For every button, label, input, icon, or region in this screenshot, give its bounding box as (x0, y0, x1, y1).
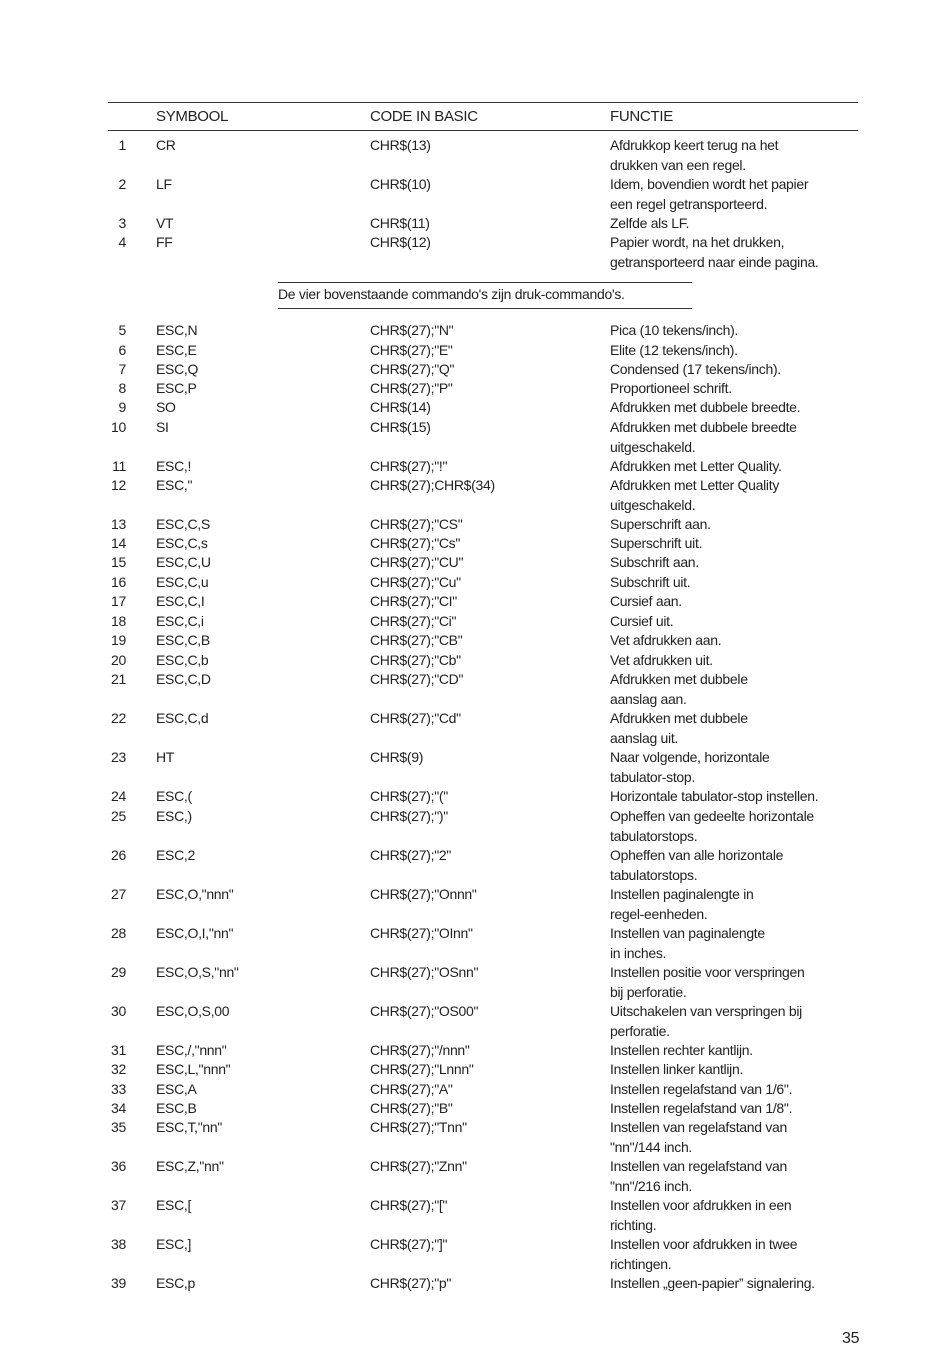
row-number: 25 (111, 808, 126, 824)
row-function-line: Proportioneel schrift. (610, 380, 732, 396)
row-basic-code: CHR$(27);"P" (370, 380, 453, 396)
row-symbol: ESC,Z,"nn" (156, 1158, 224, 1174)
row-symbol: ESC,O,I,"nn" (156, 925, 234, 941)
row-function-line: Instellen linker kantlijn. (610, 1061, 744, 1077)
row-number: 15 (111, 554, 126, 570)
row-number: 14 (111, 535, 126, 551)
row-number: 11 (112, 458, 126, 474)
row-function-line: Afdrukken met Letter Quality (610, 477, 780, 493)
row-symbol: ESC,/,"nnn" (156, 1042, 227, 1058)
row-basic-code: CHR$(27);"CD" (370, 671, 464, 687)
row-symbol: ESC,) (156, 808, 192, 824)
row-basic-code: CHR$(14) (370, 399, 431, 415)
row-basic-code: CHR$(27);"CS" (370, 516, 463, 532)
header-bottom-rule (108, 130, 858, 131)
row-number: 37 (111, 1197, 126, 1213)
row-function-line: Afdrukken met dubbele (610, 710, 748, 726)
row-function-line: Naar volgende, horizontale (610, 749, 770, 765)
row-basic-code: CHR$(27);"CU" (370, 554, 464, 570)
note-bottom-rule (278, 308, 692, 309)
row-function-line: Opheffen van gedeelte horizontale (610, 808, 814, 824)
row-function-line: "nn"/144 inch. (610, 1138, 693, 1155)
row-function-line: tabulator-stop. (610, 768, 695, 785)
row-number: 16 (111, 574, 126, 590)
row-number: 1 (118, 137, 126, 153)
row-symbol: ESC,O,"nnn" (156, 886, 234, 902)
row-basic-code: CHR$(27);"(" (370, 788, 448, 804)
page-number: 35 (842, 1330, 860, 1347)
row-basic-code: CHR$(15) (370, 419, 431, 435)
row-number: 6 (118, 342, 126, 358)
row-function-line: Instellen regelafstand van 1/6". (610, 1081, 793, 1097)
row-number: 12 (111, 477, 126, 493)
row-basic-code: CHR$(27);"Q" (370, 361, 455, 377)
row-number: 22 (111, 710, 126, 726)
row-number: 20 (111, 652, 126, 668)
row-basic-code: CHR$(27);"CB" (370, 632, 463, 648)
row-function-line: Subschrift aan. (610, 554, 699, 570)
row-function-line: Afdrukkop keert terug na het (610, 137, 779, 153)
row-function-line: Instellen voor afdrukken in twee (610, 1236, 798, 1252)
row-number: 35 (111, 1119, 126, 1135)
row-number: 38 (111, 1236, 126, 1252)
row-function-line: Instellen van regelafstand van (610, 1158, 788, 1174)
row-function-line: Pica (10 tekens/inch). (610, 322, 739, 338)
row-number: 5 (118, 322, 126, 338)
row-function-line: aanslag aan. (610, 690, 687, 707)
row-number: 8 (118, 380, 126, 396)
row-basic-code: CHR$(11) (370, 215, 430, 231)
row-basic-code: CHR$(27);"A" (370, 1081, 453, 1097)
row-number: 34 (111, 1100, 126, 1116)
column-header-symbol: SYMBOOL (156, 108, 229, 125)
row-basic-code: CHR$(27);"Onnn" (370, 886, 477, 902)
row-symbol: CR (156, 137, 176, 153)
row-symbol: ESC,O,S,00 (156, 1003, 230, 1019)
row-number: 13 (111, 516, 126, 532)
row-function-line: Vet afdrukken uit. (610, 652, 713, 668)
row-function-line: Superschrift uit. (610, 535, 703, 551)
row-function-line: Cursief aan. (610, 593, 682, 609)
row-symbol: SO (156, 399, 176, 415)
row-function-line: Horizontale tabulator-stop instellen. (610, 788, 819, 804)
print-commands-note: De vier bovenstaande commando's zijn druk-commando's. (278, 286, 625, 302)
row-number: 39 (111, 1275, 126, 1291)
row-symbol: ESC,2 (156, 847, 195, 863)
row-symbol: ESC,C,d (156, 710, 209, 726)
row-symbol: ESC,] (156, 1236, 192, 1252)
row-function-line: in inches. (610, 944, 667, 961)
column-header-function: FUNCTIE (610, 108, 673, 125)
row-number: 9 (118, 399, 126, 415)
row-symbol: LF (156, 176, 172, 192)
row-symbol: ESC,C,D (156, 671, 211, 687)
row-function-line: Afdrukken met Letter Quality. (610, 458, 782, 474)
row-symbol: ESC,C,s (156, 535, 208, 551)
row-basic-code: CHR$(27);"CI" (370, 593, 457, 609)
row-basic-code: CHR$(27);")" (370, 808, 448, 824)
row-number: 7 (118, 361, 126, 377)
row-symbol: VT (156, 215, 174, 231)
row-symbol: ESC,P (156, 380, 197, 396)
row-basic-code: CHR$(27);"/nnn" (370, 1042, 470, 1058)
row-basic-code: CHR$(27);"2" (370, 847, 452, 863)
row-function-line: uitgeschakeld. (610, 496, 696, 513)
row-function-line: Papier wordt, na het drukken, (610, 234, 785, 250)
row-basic-code: CHR$(27);"N" (370, 322, 454, 338)
row-basic-code: CHR$(27);"Cb" (370, 652, 461, 668)
row-symbol: ESC,( (156, 788, 192, 804)
row-function-line: perforatie. (610, 1022, 670, 1039)
row-basic-code: CHR$(27);CHR$(34) (370, 477, 495, 493)
row-basic-code: CHR$(27);"E" (370, 342, 453, 358)
row-number: 33 (111, 1081, 126, 1097)
row-function-line: Instellen van paginalengte (610, 925, 765, 941)
row-function-line: Opheffen van alle horizontale (610, 847, 784, 863)
row-function-line: Elite (12 tekens/inch). (610, 342, 738, 358)
row-function-line: richting. (610, 1216, 657, 1233)
row-basic-code: CHR$(27);"Znn" (370, 1158, 467, 1174)
row-basic-code: CHR$(27);"Ci" (370, 613, 457, 629)
row-basic-code: CHR$(13) (370, 137, 431, 153)
note-top-rule (278, 282, 692, 283)
row-number: 21 (111, 671, 126, 687)
row-function-line: regel-eenheden. (610, 905, 708, 922)
row-function-line: Uitschakelen van verspringen bij (610, 1003, 802, 1019)
row-function-line: Vet afdrukken aan. (610, 632, 722, 648)
row-symbol: ESC,! (156, 458, 192, 474)
row-basic-code: CHR$(27);"Cd" (370, 710, 461, 726)
row-basic-code: CHR$(27);"B" (370, 1100, 453, 1116)
row-symbol: ESC,B (156, 1100, 197, 1116)
row-function-line: Superschrift aan. (610, 516, 711, 532)
row-function-line: Afdrukken met dubbele breedte. (610, 399, 801, 415)
row-function-line: getransporteerd naar einde pagina. (610, 253, 819, 270)
row-function-line: Instellen positie voor verspringen (610, 964, 805, 980)
row-function-line: drukken van een regel. (610, 156, 746, 173)
row-symbol: ESC,O,S,"nn" (156, 964, 239, 980)
row-function-line: Afdrukken met dubbele breedte (610, 419, 797, 435)
row-symbol: ESC," (156, 477, 193, 493)
row-symbol: ESC,[ (156, 1197, 192, 1213)
row-symbol: ESC,C,u (156, 574, 209, 590)
row-function-line: uitgeschakeld. (610, 438, 696, 455)
row-function-line: Instellen van regelafstand van (610, 1119, 788, 1135)
row-symbol: ESC,N (156, 322, 198, 338)
row-function-line: Idem, bovendien wordt het papier (610, 176, 809, 192)
row-number: 19 (111, 632, 126, 648)
row-function-line: Subschrift uit. (610, 574, 691, 590)
row-basic-code: CHR$(27);"]" (370, 1236, 448, 1252)
row-function-line: tabulatorstops. (610, 866, 698, 883)
row-number: 24 (111, 788, 126, 804)
row-function-line: tabulatorstops. (610, 827, 698, 844)
row-number: 3 (118, 215, 126, 231)
row-number: 36 (111, 1158, 126, 1174)
row-basic-code: CHR$(27);"[" (370, 1197, 448, 1213)
row-number: 29 (111, 964, 126, 980)
row-basic-code: CHR$(10) (370, 176, 431, 192)
row-basic-code: CHR$(27);"OS00" (370, 1003, 479, 1019)
row-symbol: ESC,T,"nn" (156, 1119, 223, 1135)
row-function-line: Instellen „geen-papier” signalering. (610, 1275, 815, 1291)
row-symbol: ESC,C,b (156, 652, 209, 668)
row-symbol: ESC,C,B (156, 632, 210, 648)
row-basic-code: CHR$(27);"Cs" (370, 535, 461, 551)
row-function-line: Instellen voor afdrukken in een (610, 1197, 792, 1213)
row-function-line: Instellen rechter kantlijn. (610, 1042, 753, 1058)
row-number: 23 (111, 749, 126, 765)
row-number: 2 (118, 176, 126, 192)
row-number: 31 (111, 1042, 126, 1058)
row-symbol: ESC,L,"nnn" (156, 1061, 231, 1077)
row-symbol: ESC,C,U (156, 554, 211, 570)
row-function-line: Cursief uit. (610, 613, 674, 629)
row-basic-code: CHR$(27);"OSnn" (370, 964, 479, 980)
row-basic-code: CHR$(9) (370, 749, 424, 765)
row-number: 27 (111, 886, 126, 902)
row-basic-code: CHR$(27);"Cu" (370, 574, 461, 590)
row-basic-code: CHR$(27);"!" (370, 458, 448, 474)
row-basic-code: CHR$(27);"Lnnn" (370, 1061, 474, 1077)
row-symbol: FF (156, 234, 173, 250)
row-function-line: Zelfde als LF. (610, 215, 690, 231)
row-number: 28 (111, 925, 126, 941)
row-basic-code: CHR$(27);"p" (370, 1275, 452, 1291)
row-symbol: ESC,A (156, 1081, 197, 1097)
row-number: 17 (111, 593, 126, 609)
row-function-line: aanslag uit. (610, 729, 679, 746)
row-function-line: Condensed (17 tekens/inch). (610, 361, 781, 377)
header-top-rule (108, 102, 858, 103)
row-function-line: "nn"/216 inch. (610, 1177, 693, 1194)
row-symbol: ESC,p (156, 1275, 195, 1291)
row-function-line: Afdrukken met dubbele (610, 671, 748, 687)
row-function-line: bij perforatie. (610, 983, 687, 1000)
row-number: 32 (111, 1061, 126, 1077)
row-number: 30 (111, 1003, 126, 1019)
row-symbol: ESC,E (156, 342, 197, 358)
row-number: 26 (111, 847, 126, 863)
row-function-line: richtingen. (610, 1255, 672, 1272)
row-number: 4 (118, 234, 126, 250)
row-function-line: Instellen regelafstand van 1/8". (610, 1100, 793, 1116)
row-number: 18 (111, 613, 126, 629)
row-basic-code: CHR$(27);"OInn" (370, 925, 473, 941)
row-symbol: ESC,C,I (156, 593, 205, 609)
row-symbol: ESC,C,i (156, 613, 204, 629)
row-basic-code: CHR$(27);"Tnn" (370, 1119, 467, 1135)
row-symbol: ESC,C,S (156, 516, 210, 532)
row-function-line: Instellen paginalengte in (610, 886, 754, 902)
row-function-line: een regel getransporteerd. (610, 195, 768, 212)
row-symbol: ESC,Q (156, 361, 199, 377)
row-symbol: SI (156, 419, 169, 435)
row-number: 10 (111, 419, 126, 435)
row-basic-code: CHR$(12) (370, 234, 431, 250)
column-header-code: CODE IN BASIC (370, 108, 478, 125)
row-symbol: HT (156, 749, 175, 765)
